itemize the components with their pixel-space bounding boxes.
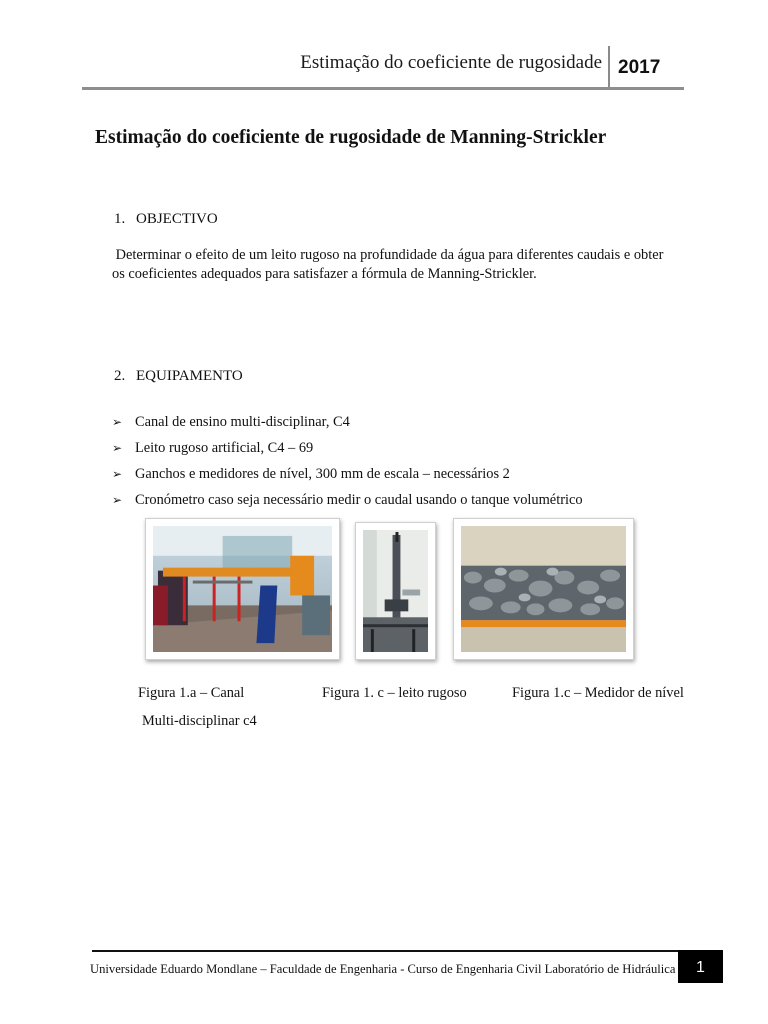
header-divider <box>608 46 610 90</box>
list-item <box>112 464 583 490</box>
header-rule <box>82 87 684 90</box>
list-item <box>112 412 583 438</box>
figure-caption-1-line2: Multi-disciplinar c4 <box>142 713 257 729</box>
list-item <box>112 438 583 464</box>
objectivo-paragraph <box>112 246 682 284</box>
section-number: 2. <box>114 368 126 384</box>
list-item-text: Leito rugoso artificial, C4 – 69 <box>135 440 314 456</box>
list-item-text: Canal de ensino multi-disciplinar, C4 <box>135 414 350 430</box>
footer-rule <box>92 950 722 952</box>
header-year: 2017 <box>618 57 661 78</box>
section-title: EQUIPAMENTO <box>136 368 243 384</box>
arrow-bullet-icon: ➢ <box>112 415 123 429</box>
section-title: OBJECTIVO <box>136 211 218 227</box>
list-item-text: Cronómetro caso seja necessário medir o caudal usando o tanque volumétrico <box>135 492 583 508</box>
section-objectivo-heading <box>114 211 218 228</box>
figure-caption-2: Figura 1. c – leito rugoso <box>322 685 467 701</box>
figure-caption-3: Figura 1.c – Medidor de nível <box>512 685 684 701</box>
document-title: Estimação do coeficiente de rugosidade de Manning-Strickler <box>95 127 607 148</box>
equipment-list <box>112 412 583 516</box>
section-equipamento-heading <box>114 368 243 385</box>
arrow-bullet-icon: ➢ <box>112 493 123 507</box>
list-item <box>112 490 583 516</box>
page-number: 1 <box>678 950 723 983</box>
paragraph-line: os coeficientes adequados para satisfazer a fórmula de Manning-Strickler. <box>112 266 537 282</box>
arrow-bullet-icon: ➢ <box>112 441 123 455</box>
figure-medidor-photo <box>355 522 436 660</box>
list-item-text: Ganchos e medidores de nível, 300 mm de escala – necessários 2 <box>135 466 510 482</box>
footer-text: Universidade Eduardo Mondlane – Faculdade de Engenharia - Curso de Engenharia Civil Laboratório de Hidráulica <box>90 962 676 976</box>
figure-caption-1: Figura 1.a – Canal <box>138 685 245 701</box>
arrow-bullet-icon: ➢ <box>112 467 123 481</box>
figure-leito-rugoso-photo <box>453 518 634 660</box>
running-header-title: Estimação do coeficiente de rugosidade <box>300 52 602 73</box>
figure-canal-photo <box>145 518 340 660</box>
paragraph-line: Determinar o efeito de um leito rugoso na profundidade da água para diferentes caudais e obter <box>112 247 664 263</box>
section-number: 1. <box>114 211 126 227</box>
